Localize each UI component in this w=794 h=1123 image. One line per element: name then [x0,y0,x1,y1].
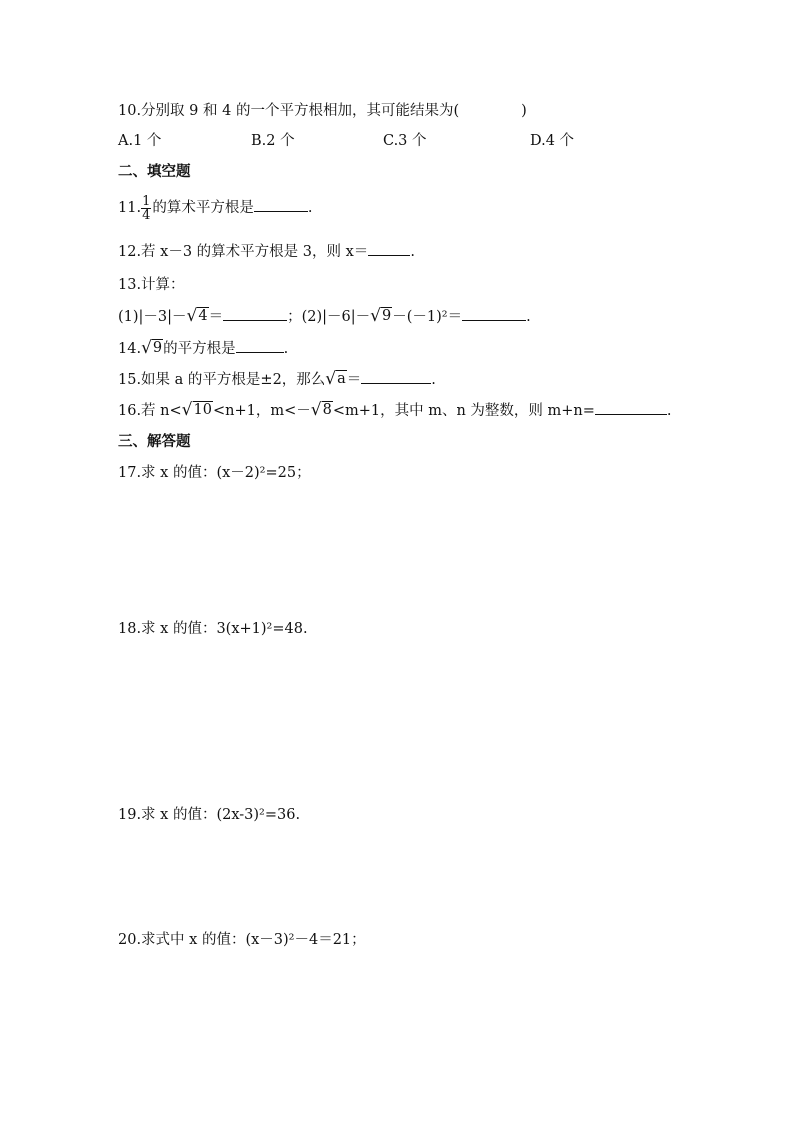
question-11: 11. $\frac{1}{4}$ 的算术平方根是 . [118,193,313,223]
option-c: C.3 个 [383,133,427,149]
question-11-prefix: 11. [118,200,142,216]
question-16: 16.若 n< √ 10 <n+1，m<－ √ 8 <m+1，其中 m、n 为整数，则 m+n= . [118,400,672,420]
answer-blank-12 [368,241,410,256]
question-15: 15.如果 a 的平方根是±2，那么 √ a ＝ . [118,369,436,389]
question-18: 18.求 x 的值：3(x+1)²=48. [118,621,308,637]
question-17: 17.求 x 的值：(x－2)²=25； [118,465,311,481]
radical-sign-icon: √ [370,306,382,326]
option-a: A.1 个 [118,133,162,149]
question-12: 12.若 x－3 的算术平方根是 3，则 x＝ . [118,241,415,262]
section-title-fill-in: 二、填空题 [118,164,191,180]
question-10 [118,101,527,121]
sqrt-9: √ 9 [141,338,163,358]
sqrt-9: √ 9 [370,306,392,326]
question-13-title: 13.计算： [118,277,185,293]
sqrt-4: √ 4 [186,306,208,326]
question-10-options [118,131,598,151]
radical-sign-icon: √ [181,400,193,420]
radical-sign-icon: √ [141,338,152,358]
answer-blank-13-2 [462,306,526,321]
radical-sign-icon: √ [186,306,198,326]
answer-blank-15 [361,369,431,384]
question-19: 19.求 x 的值：(2x-3)²=36. [118,807,301,823]
fraction-one-quarter [141,195,151,222]
question-13-parts: (1)|－3|－ √ 4 ＝ ；(2)|－6|－ √ 9 －(－1)²＝ . [118,306,531,326]
option-b: B.2 个 [251,133,295,149]
fraction-numerator: 1 [142,193,151,209]
sqrt-a: √ a [325,369,346,389]
sqrt-10: √ 10 [181,400,212,420]
section-title-solve: 三、解答题 [118,434,191,450]
radical-sign-icon: √ [310,400,322,420]
answer-blank-13-1 [223,306,287,321]
question-14: 14. √ 9 的平方根是 . [118,338,289,358]
answer-blank-14 [236,338,284,353]
answer-blank-16 [595,400,667,415]
fraction-denominator: 4 [142,207,151,223]
option-d: D.4 个 [530,133,575,149]
sqrt-8: √ 8 [310,400,332,420]
answer-blank-11 [254,197,308,212]
question-12-text: 12.若 x－3 的算术平方根是 3，则 x＝ [118,244,369,260]
question-10-stem: 10.分别取 9 和 4 的一个平方根相加，其可能结果为( [118,103,460,119]
question-11-text: 的算术平方根是 [152,200,254,216]
radical-sign-icon: √ [325,369,337,389]
question-20: 20.求式中 x 的值：(x－3)²－4＝21； [118,932,366,948]
question-10-paren-close: ) [521,103,527,119]
